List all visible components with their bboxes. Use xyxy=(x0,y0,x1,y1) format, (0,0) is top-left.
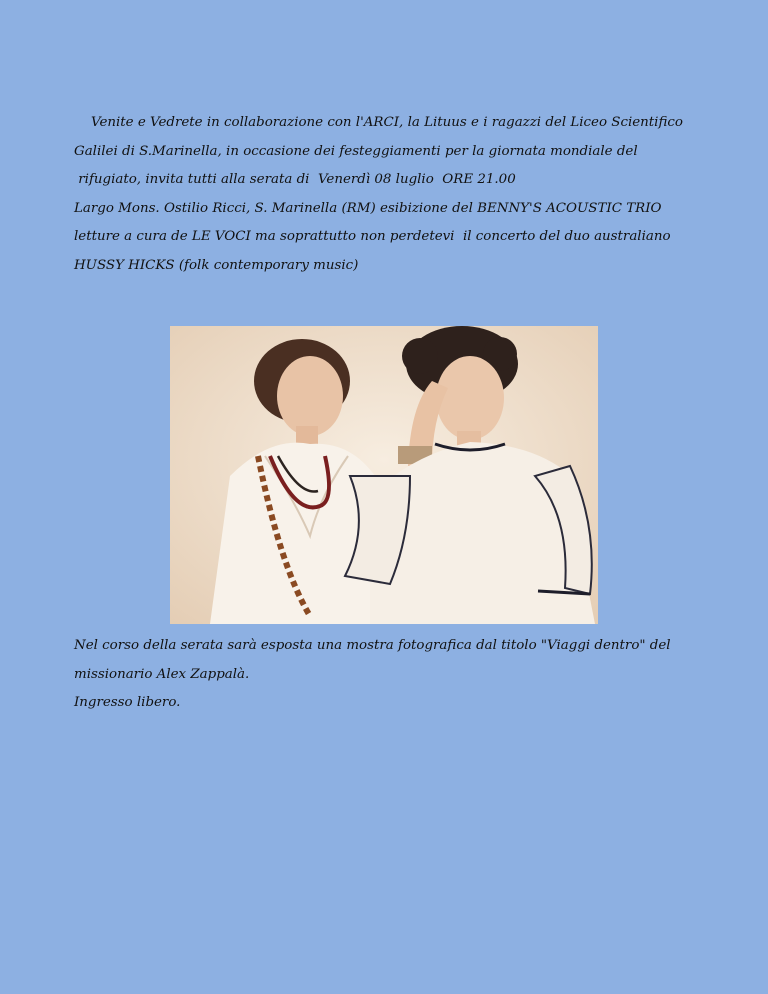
text-line: Largo Mons. Ostilio Ricci, S. Marinella (RM) esibizione del BENNY'S ACOUSTIC TRIO xyxy=(74,200,662,216)
text-line: Nel corso della serata sarà esposta una mostra fotografica dal titolo "Viaggi dentro" del xyxy=(74,638,671,653)
text-line: Galilei di S.Marinella, in occasione dei festeggiamenti per la giornata mondiale del xyxy=(74,143,638,159)
text-line: rifugiato, invita tutti alla serata di Venerdì 08 luglio ORE 21.00 xyxy=(74,172,516,188)
text-line: letture a cura de LE VOCI ma soprattutto non perdetevi il concerto del duo australiano xyxy=(74,229,671,245)
event-description xyxy=(74,109,714,281)
text-line: HUSSY HICKS (folk contemporary music) xyxy=(74,257,359,273)
band-photo xyxy=(170,326,598,624)
exhibition-note xyxy=(74,632,714,718)
text-line: Ingresso libero. xyxy=(74,695,181,711)
text-line: missionario Alex Zappalà. xyxy=(74,666,250,682)
text-line: Venite e Vedrete in collaborazione con l'ARCI, la Lituus e i ragazzi del Liceo Scientifico xyxy=(74,115,683,130)
